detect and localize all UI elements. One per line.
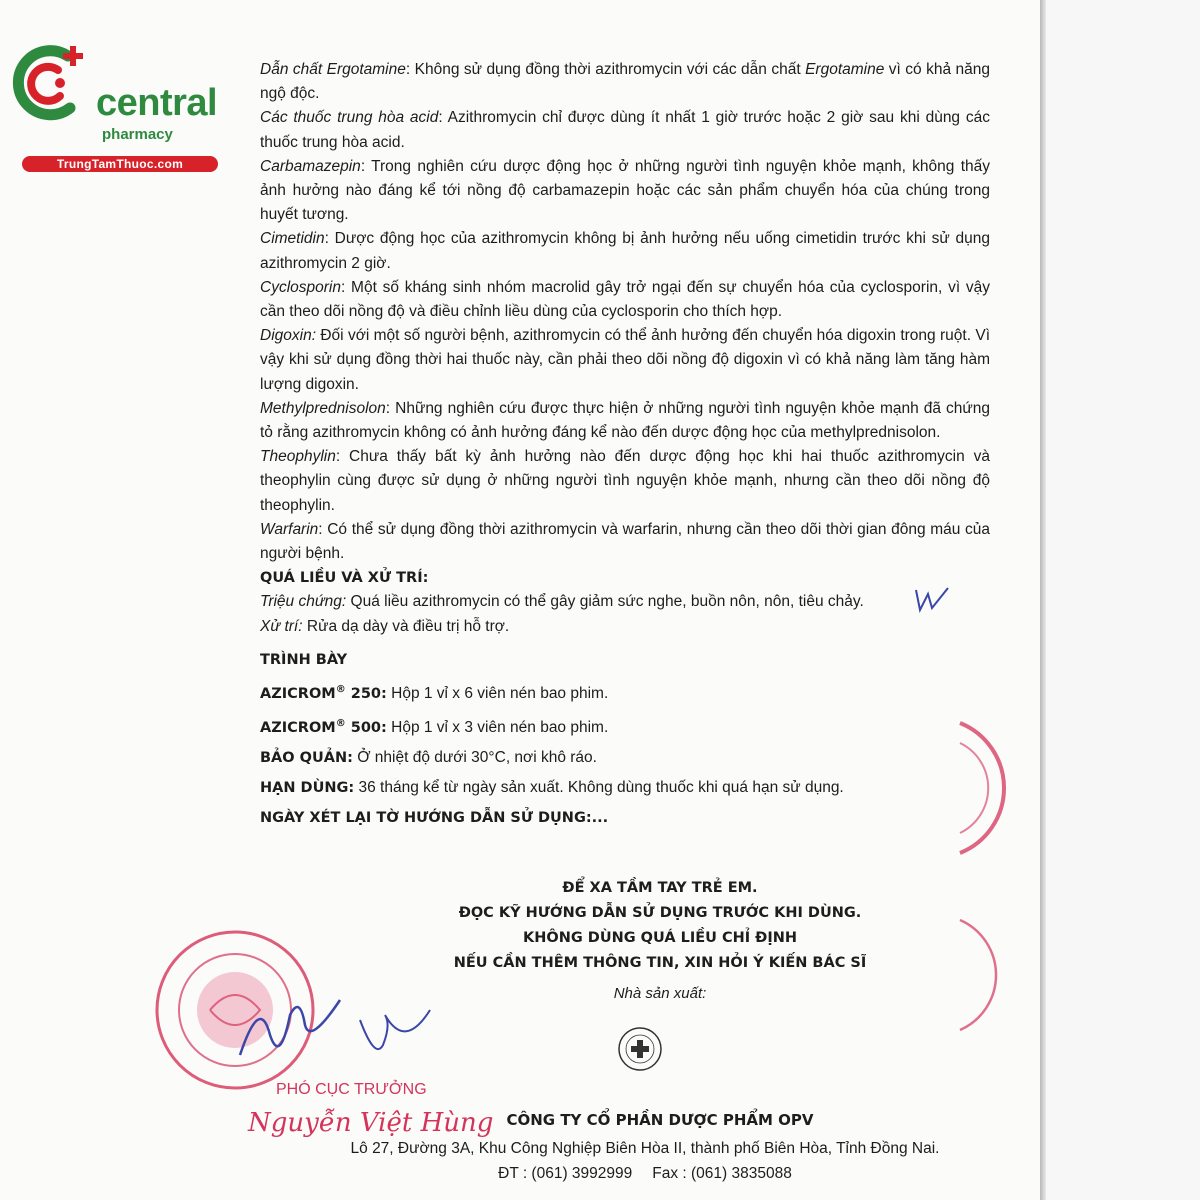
interaction-text: : Có thể sử dụng đồng thời azithromycin và warfarin, nhưng cần theo dõi thời gian đông máu của người bệnh.	[260, 520, 990, 563]
pharmacy-cross-icon	[10, 38, 100, 128]
review-date-label: NGÀY XÉT LẠI TỜ HƯỚNG DẪN SỬ DỤNG:...	[260, 809, 609, 826]
interaction-theophylin	[260, 445, 990, 518]
warning-line: ĐỂ XA TẦM TAY TRẺ EM.	[562, 880, 758, 896]
signature-second-icon	[355, 1005, 435, 1065]
company-name: CÔNG TY CỔ PHẦN DƯỢC PHẨM OPV	[506, 1111, 814, 1129]
logo-brand: central	[96, 82, 218, 124]
product-name: AZICROM	[260, 685, 336, 702]
symptoms-label: Triệu chứng:	[260, 593, 347, 611]
storage-line	[260, 743, 990, 773]
company-phone: ĐT : (061) 3992999	[498, 1165, 633, 1182]
interaction-text: : Azithromycin chỉ được dùng ít nhất 1 giờ trước hoặc 2 giờ sau khi dùng các thuốc trung hòa acid.	[260, 109, 990, 151]
warnings-block	[380, 876, 940, 976]
interaction-cyclosporin	[260, 276, 990, 324]
interaction-name: Cyclosporin	[260, 278, 341, 296]
product-strength: 250:	[345, 685, 387, 702]
margin-seal-top-icon	[955, 718, 1015, 858]
expiry-label: HẠN DÙNG:	[260, 779, 355, 796]
presentation-item-500	[260, 709, 990, 743]
storage-label: BẢO QUẢN:	[260, 749, 353, 766]
interaction-name: Methylprednisolon	[260, 399, 386, 417]
interaction-name: Warfarin	[260, 520, 319, 538]
interaction-text: Đối với một số người bệnh, azithromycin có thể ảnh hưởng đến chuyển hóa digoxin trong ruột. Vì vậy khi sử dụng đồng thời hai thuốc này, cần phải theo dõi nồng độ digoxin vì có khả năng làm tăng hàm lượng digoxin.	[260, 327, 990, 393]
interaction-text: : Một số kháng sinh nhóm macrolid gây trở ngại đến sự chuyển hóa của cyclosporin, vì vậy cần theo dõi nồng độ và điều chỉnh liều dùng của cyclosporin cho thích hợp.	[260, 278, 990, 321]
interaction-antacids	[260, 106, 990, 154]
interaction-carbamazepin	[260, 155, 990, 228]
interaction-name: Dẫn chất Ergotamine	[260, 61, 406, 78]
interaction-name: Cimetidin	[260, 230, 325, 248]
interaction-name: Digoxin:	[260, 327, 316, 345]
presentation-heading	[260, 645, 990, 675]
treatment-text: Rửa dạ dày và điều trị hỗ trợ.	[302, 617, 510, 635]
approval-title: PHÓ CỤC TRƯỞNG	[276, 1081, 427, 1098]
warning-line: NẾU CẦN THÊM THÔNG TIN, XIN HỎI Ý KIẾN BÁC SĨ	[453, 955, 867, 971]
product-pack: Hộp 1 vỉ x 6 viên nén bao phim.	[386, 684, 609, 702]
central-pharmacy-logo[interactable]	[10, 38, 218, 171]
product-strength: 500:	[345, 719, 387, 736]
interaction-name: Các thuốc trung hòa acid	[260, 109, 439, 127]
company-fax: Fax : (061) 3835088	[652, 1165, 792, 1182]
interaction-name: Carbamazepin	[260, 157, 361, 175]
signature-official-icon	[230, 985, 350, 1075]
interaction-name: Ergotamine	[805, 61, 885, 78]
logo-subtitle: pharmacy	[102, 126, 173, 143]
interaction-cimetidin	[260, 227, 990, 275]
overdose-symptoms	[260, 590, 990, 614]
interaction-text: : Chưa thấy bất kỳ ảnh hưởng nào đến dược động học khi hai thuốc azithromycin và theophylin cùng được sử dụng ở những người tình nguyện khỏe mạnh, nhưng cần theo dõi nồng độ theophylin.	[260, 448, 990, 514]
interaction-digoxin	[260, 324, 990, 397]
expiry-text: 36 tháng kể từ ngày sản xuất. Không dùng thuốc khi quá hạn sử dụng.	[354, 778, 844, 796]
margin-seal-bottom	[955, 915, 1005, 1035]
overdose-treatment	[260, 615, 990, 639]
signature-official	[230, 985, 350, 1075]
warning-line: ĐỌC KỸ HƯỚNG DẪN SỬ DỤNG TRƯỚC KHI DÙNG.	[458, 905, 862, 921]
manufacturer-label: Nhà sản xuất:	[613, 985, 707, 1002]
approval-name: Nguyễn Việt Hùng	[248, 1108, 494, 1138]
review-date-line	[260, 803, 990, 833]
company-contact	[320, 1161, 970, 1186]
storage-text: Ở nhiệt độ dưới 30°C, nơi khô ráo.	[352, 748, 597, 766]
interaction-text: : Không sử dụng đồng thời azithromycin với các dẫn chất	[405, 61, 806, 78]
company-seal	[616, 1025, 664, 1073]
symptoms-text: Quá liều azithromycin có thể gây giảm sức nghe, buồn nôn, nôn, tiêu chảy.	[346, 593, 864, 611]
registered-mark: ®	[335, 717, 346, 729]
margin-seal-top	[955, 718, 1015, 858]
company-address-block	[320, 1136, 970, 1186]
signature-second	[355, 1005, 435, 1065]
leaflet-body	[260, 58, 990, 833]
interaction-methylprednisolon	[260, 397, 990, 445]
margin-seal-bottom-icon	[955, 915, 1005, 1035]
scan-margin	[1046, 0, 1200, 1200]
warning-line: KHÔNG DÙNG QUÁ LIỀU CHỈ ĐỊNH	[523, 930, 797, 946]
expiry-line	[260, 773, 990, 803]
registered-mark: ®	[335, 683, 346, 695]
handwritten-check-mark	[912, 584, 952, 623]
logo-site-url[interactable]: TrungTamThuoc.com	[22, 156, 218, 172]
interaction-text: vì có khả năng ngộ độc.	[260, 61, 990, 103]
presentation-item-250	[260, 675, 990, 709]
interaction-ergotamine	[260, 58, 990, 106]
product-pack: Hộp 1 vỉ x 3 viên nén bao phim.	[386, 718, 609, 736]
interaction-warfarin	[260, 518, 990, 566]
treatment-label: Xử trí:	[260, 617, 303, 635]
interaction-name: Theophylin	[260, 448, 336, 466]
interaction-text: : Những nghiên cứu được thực hiện ở những người tình nguyện khỏe mạnh đã chứng tỏ rằng azithromycin không có ảnh hưởng đáng kể nào đến dược động học của methylprednisolon.	[260, 399, 990, 442]
presentation-heading-text: TRÌNH BÀY	[260, 651, 348, 668]
company-seal-icon	[616, 1025, 664, 1073]
product-name: AZICROM	[260, 719, 336, 736]
check-mark-icon	[912, 584, 952, 616]
interaction-text: : Dược động học của azithromycin không bị ảnh hưởng nếu uống cimetidin trước khi sử dụng azithromycin 2 giờ.	[260, 230, 990, 272]
company-address: Lô 27, Đường 3A, Khu Công Nghiệp Biên Hòa II, thành phố Biên Hòa, Tỉnh Đồng Nai.	[350, 1140, 940, 1157]
overdose-heading: QUÁ LIỀU VÀ XỬ TRÍ:	[260, 570, 429, 587]
interaction-text: : Trong nghiên cứu dược động học ở những người tình nguyện khỏe mạnh, không thấy ảnh hưởng nào đáng kể tới nồng độ carbamazepin hoặc các sản phẩm chuyển hóa của chúng trong huyết tương.	[260, 157, 990, 224]
